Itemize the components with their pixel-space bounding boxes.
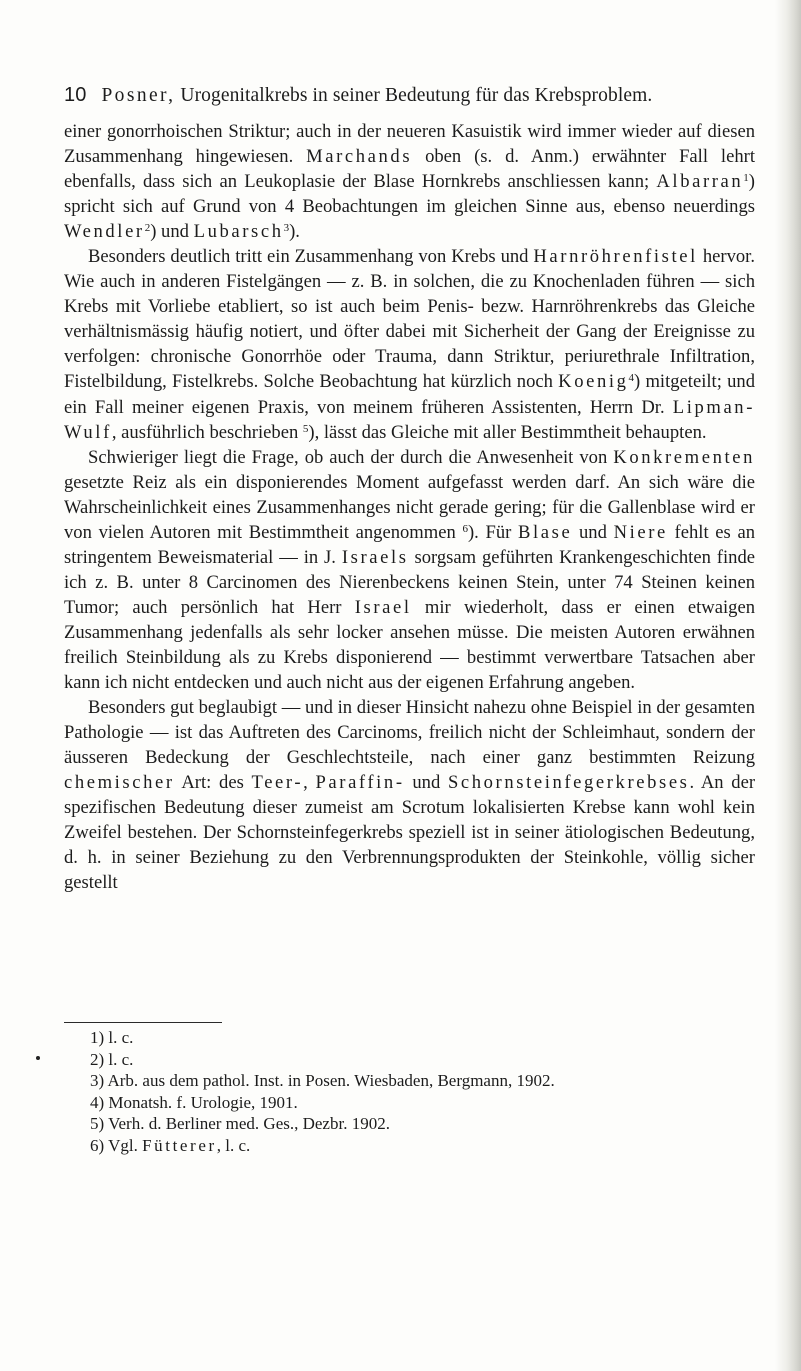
- footnote-ref: 4: [628, 372, 635, 385]
- text: Besonders deutlich tritt ein Zusammenhang von Krebs und: [88, 246, 534, 268]
- page-edge-shadow: [775, 0, 801, 1371]
- text: hervor. Wie auch in anderen Fistelgängen — z. B. in solchen, die zu Knochenladen führen — sich Krebs mit Vorliebe etabliert, so ist auch beim Penis- bezw. Harnröhrenkrebs das Gleiche verhältnismässig häufig notiert, und öfter dabei mit Sicherheit der Gang der Ereignisse zu verfolgen: chronische Gonorrhöe oder Trauma, dann Striktur, periurethrale Infiltration, Fistelbildung, Fistelkrebs. Solche Beobachtung hat kürzlich noch: [64, 246, 755, 393]
- text: sorgsam geführten Krankengeschichten finde ich z. B. unter 8 Carcinomen des Nierenbeckens keinen Stein, unter 74 Steinen keinen Tumor; auch persönlich hat Herr: [64, 546, 755, 618]
- spaced-term: chemischer: [64, 772, 175, 794]
- page-number: 10: [64, 84, 87, 106]
- text: mir wiederholt, dass er einen etwaigen Zusammenhang jedenfalls als sehr locker ansehen müsse. Die meisten Autoren erwähnen freilich Steinbildung als zu Krebs disponierend — bestimmt verwertbare Tatsachen aber kann ich nicht entdecken und auch nicht aus der eigenen Erfahrung angeben.: [64, 596, 755, 694]
- text: Besonders gut beglaubigt — und in dieser Hinsicht nahezu ohne Beispiel in der gesamten Pathologie — ist das Auftreten des Carcinoms, freilich nicht der Schleimhaut, sondern der äusseren Bedeckung der Geschlechtsteile, nach einer ganz bestimmten Reizung: [64, 697, 755, 769]
- footnotes: [90, 1027, 750, 1157]
- spaced-name: Albarran: [656, 171, 744, 193]
- text: ), lässt das Gleiche mit aller Bestimmtheit behaupten.: [308, 421, 707, 443]
- paragraph-2: [64, 244, 755, 444]
- footnote-ref: 1: [743, 172, 749, 185]
- body-text: [64, 119, 755, 895]
- footnote-5: 5) Verh. d. Berliner med. Ges., Dezbr. 1902.: [90, 1114, 390, 1134]
- paragraph-4: [64, 695, 755, 895]
- text: und: [404, 772, 448, 794]
- footnote-1: 1) l. c.: [90, 1028, 134, 1047]
- header-title: Urogenitalkrebs in seiner Bedeutung für das Krebsproblem.: [180, 85, 653, 106]
- spaced-term: Paraffin-: [315, 772, 405, 794]
- text: , ausführlich beschrieben: [111, 421, 303, 443]
- footnote-6: [90, 1135, 750, 1157]
- spaced-name: Fütterer: [142, 1135, 217, 1155]
- margin-mark: [36, 1056, 40, 1060]
- spaced-name: Israels: [341, 546, 409, 568]
- text: gesetzte Reiz als ein disponierendes Moment aufgefasst werden darf. An sich wäre die Wahrscheinlichkeit eines Zusammenhanges nicht gerade gering; für die Gallenblase wird er von vielen Autoren mit Bestimmtheit angenommen: [64, 471, 755, 543]
- text: . An der spezifischen Bedeutung dieser zumeist am Scrotum lokalisierten Krebse kann wohl kein Zweifel bestehen. Der Schornsteinfegerkrebs speziell ist in seiner ätiologischen Bedeutung, d. h. in seiner Beziehung zu den Verbrennungsprodukten der Steinkohle, völlig sicher gestellt: [64, 772, 756, 894]
- spaced-term: Niere: [613, 521, 668, 543]
- text: Art: des: [174, 772, 252, 794]
- footnote-ref: 2: [144, 222, 151, 235]
- text: ) spricht sich auf Grund von 4 Beobachtungen im gleichen Sinne aus, ebenso neuerdings: [64, 171, 755, 218]
- footnote-ref: 3: [283, 222, 290, 235]
- spaced-name: Israel: [354, 596, 412, 618]
- spaced-name: Wendler: [64, 221, 145, 243]
- text: ) mitgeteilt; und ein Fall meiner eigenen Praxis, von meinem früheren Assistenten, Herrn Dr.: [64, 371, 755, 418]
- text: fehlt es an stringentem Beweismaterial — in J.: [64, 521, 756, 568]
- spaced-name: Koenig: [558, 371, 629, 393]
- text: ). Für: [467, 521, 518, 543]
- spaced-term: Teer-: [251, 772, 304, 794]
- spaced-term: Konkrementen: [613, 446, 755, 468]
- text: Schwieriger liegt die Frage, ob auch der durch die Anwesenheit von: [88, 446, 614, 468]
- text: ).: [289, 221, 300, 243]
- spaced-term: Blase: [518, 521, 573, 543]
- footnote-3: 3) Arb. aus dem pathol. Inst. in Posen. Wiesbaden, Bergmann, 1902.: [90, 1071, 555, 1091]
- paragraph-3: [64, 445, 755, 695]
- footnote-ref: 5: [302, 422, 309, 435]
- spaced-name: Lipman-Wulf: [64, 396, 755, 443]
- text: ,: [303, 772, 316, 794]
- text: und: [572, 521, 614, 543]
- text: , l. c.: [216, 1135, 251, 1155]
- text: einer gonorrhoischen Striktur; auch in der neueren Kasuistik wird immer wieder auf diesen Zusammenhang hingewiesen.: [64, 121, 755, 168]
- spaced-name: Marchands: [306, 146, 413, 168]
- footnote-divider: [64, 1022, 222, 1023]
- text: ) und: [150, 221, 194, 243]
- text: oben (s. d. Anm.) erwähnter Fall lehrt ebenfalls, dass sich an Leukoplasie der Blase Hornkrebs anschliessen kann;: [64, 146, 755, 193]
- footnote-ref: 6: [462, 522, 468, 535]
- spaced-term: Harnröhrenfistel: [533, 246, 698, 268]
- running-header: [64, 84, 764, 107]
- footnote-4: 4) Monatsh. f. Urologie, 1901.: [90, 1092, 298, 1112]
- paragraph-1: [64, 119, 755, 244]
- footnote-2: 2) l. c.: [90, 1049, 134, 1069]
- header-author: Posner,: [101, 85, 176, 106]
- spaced-name: Lubarsch: [193, 221, 284, 243]
- text: 6) Vgl.: [90, 1135, 143, 1155]
- spaced-term: Schornsteinfegerkrebses: [447, 772, 690, 794]
